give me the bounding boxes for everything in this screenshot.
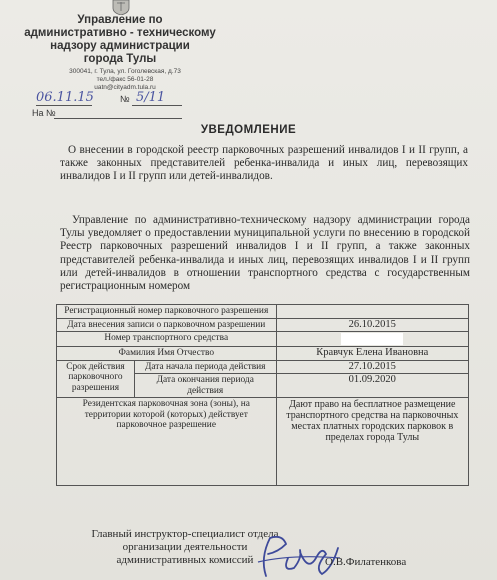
letterhead-phone: тел./факс 56-01-28 bbox=[96, 76, 154, 83]
table-cell-label: Регистрационный номер парковочного разрешения bbox=[57, 305, 277, 319]
table-row bbox=[57, 398, 469, 486]
number-underline bbox=[132, 105, 182, 106]
table-cell-value bbox=[276, 305, 468, 319]
table-cell-label: Дата начала периода действия bbox=[134, 360, 276, 374]
table-cell-value bbox=[276, 332, 468, 347]
registration-date: 06.11.15 bbox=[36, 90, 94, 105]
table-cell-value: 27.10.2015 bbox=[276, 360, 468, 374]
letterhead-line: административно - техническому bbox=[24, 27, 216, 39]
letterhead-line: надзору администрации bbox=[50, 40, 190, 52]
letterhead-address: 300041, г. Тула, ул. Гоголевская, д.73 bbox=[69, 68, 181, 75]
letterhead-email: uatn@cityadm.tula.ru bbox=[94, 84, 156, 91]
table-cell-label: Фамилия Имя Отчество bbox=[57, 347, 277, 361]
registration-block bbox=[32, 92, 182, 122]
redacted-plate bbox=[341, 333, 403, 345]
reference-underline bbox=[54, 118, 182, 119]
table-cell-label: Дата окончания периода действия bbox=[134, 374, 276, 398]
table-row bbox=[57, 347, 469, 361]
document-subject: О внесении в городской реестр парковочных разрешений инвалидов I и II групп, а также законных представителей ребенка-инвалида и иных лиц, перевозящих инвалидов I и II групп или детей-инвалидов. bbox=[60, 144, 468, 183]
signatory-position: Главный инструктор-специалист отдела организации деятельности административных комиссий bbox=[91, 528, 279, 566]
table-row bbox=[57, 332, 469, 347]
coat-of-arms-icon bbox=[110, 0, 132, 15]
number-mark: № bbox=[120, 94, 130, 104]
table-cell-value: 01.09.2020 bbox=[276, 374, 468, 398]
table-cell-label: Номер транспортного средства bbox=[57, 332, 277, 347]
letterhead-line: Управление по bbox=[77, 14, 163, 26]
table-cell-value: 26.10.2015 bbox=[276, 318, 468, 332]
table-cell-label: Резидентская парковочная зона (зоны), на территории которой (которых) действует парковочное разрешение bbox=[57, 398, 277, 486]
permit-table bbox=[56, 304, 469, 486]
table-cell-value: Дают право на бесплатное размещение транспортного средства на парковочных местах платных городских парковок в пределах города Тулы bbox=[276, 398, 468, 486]
letterhead bbox=[10, 14, 230, 66]
table-row bbox=[57, 318, 469, 332]
reference-label: На № bbox=[32, 108, 56, 118]
table-row bbox=[57, 360, 469, 374]
signatory-name: О.В.Филатенкова bbox=[325, 556, 407, 568]
table-row bbox=[57, 305, 469, 319]
date-underline bbox=[36, 105, 92, 106]
document-body: Управление по административно-техническому надзору администрации города Тулы уведомляет о предоставлении муниципальной услуги по внесению в городской Реестр парковочных разрешений инвалидов I и II групп, а также законных представителей ребенка-инвалида и иных лиц, перевозящих инвалидов I и II групп или детей-инвалидов в отношении транспортного средства с государственным регистрационным номером bbox=[60, 214, 470, 293]
table-cell-value: Кравчук Елена Ивановна bbox=[276, 347, 468, 361]
table-cell-label: Дата внесения записи о парковочном разрешении bbox=[57, 318, 277, 332]
handwritten-signature bbox=[252, 528, 342, 580]
document-title: УВЕДОМЛЕНИЕ bbox=[200, 124, 297, 136]
registration-number: 5/11 bbox=[136, 90, 166, 105]
letterhead-line: города Тулы bbox=[83, 53, 157, 65]
table-cell-label: Срок действия парковочного разрешения bbox=[57, 360, 135, 398]
